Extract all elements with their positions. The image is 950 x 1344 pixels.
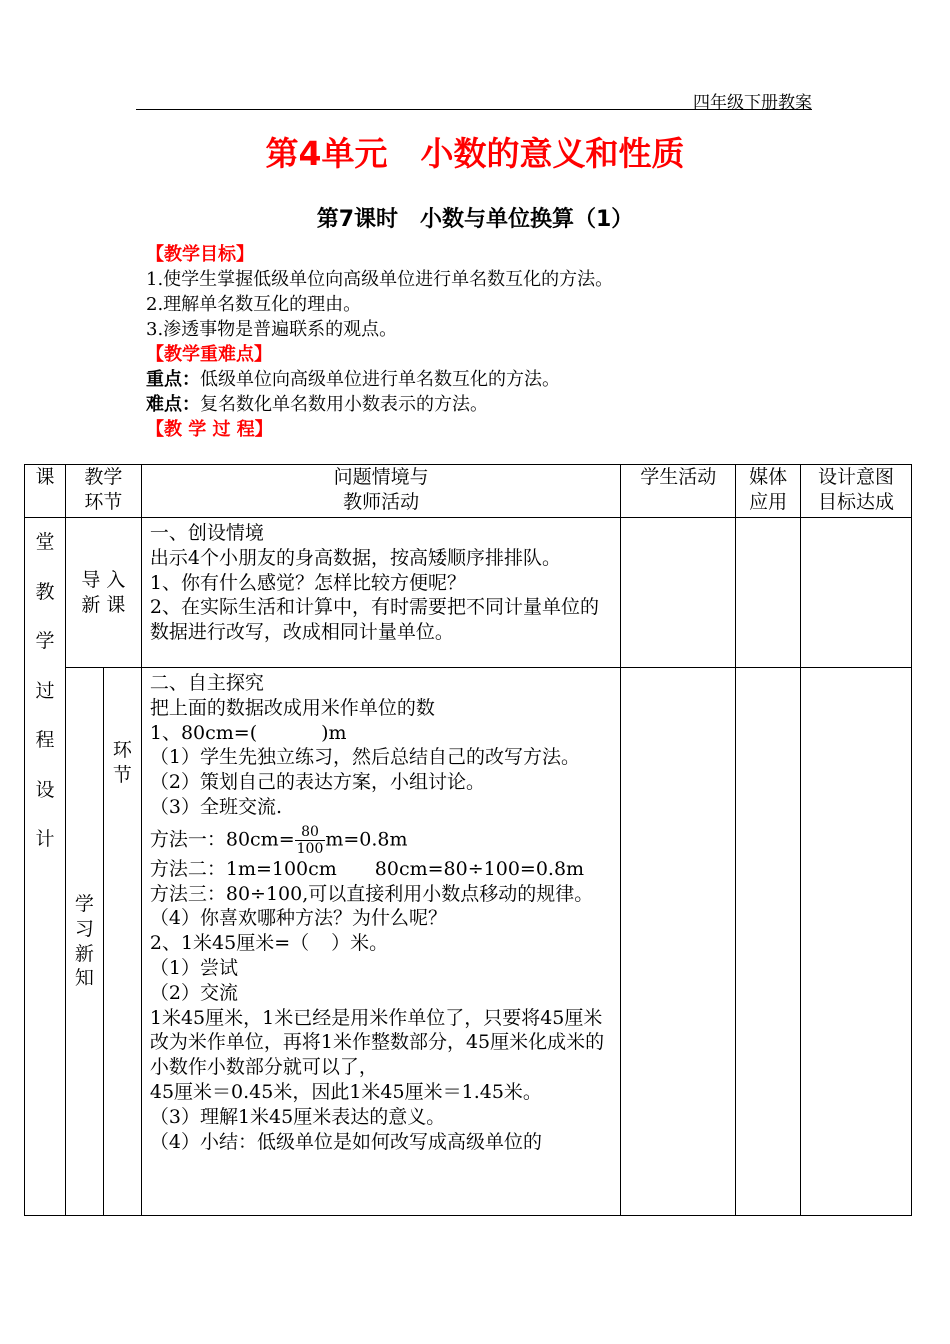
difficulty-text: 复名数化单名数用小数表示的方法。	[200, 394, 488, 415]
difficulty-label: 难点：	[146, 394, 200, 415]
design-intent-cell	[801, 518, 912, 668]
objective-item: 3.渗透事物是普遍联系的观点。	[146, 319, 398, 340]
lesson-intro	[146, 242, 846, 442]
stage-intro-cell: 导 入 新 课	[65, 518, 141, 668]
objectives-heading: 【教学目标】	[146, 244, 254, 265]
table-header-row	[25, 465, 912, 518]
table-row-intro	[25, 518, 912, 668]
header-media: 媒体 应用	[736, 465, 801, 518]
lesson-subtitle: 第7课时 小数与单位换算（1）	[316, 207, 634, 232]
media-cell	[736, 518, 801, 668]
design-intent-cell	[801, 668, 912, 1216]
unit-title: 第4单元 小数的意义和性质	[265, 134, 685, 173]
process-heading: 【教 学 过 程】	[146, 419, 273, 440]
header-design-intent: 设计意图 目标达成	[801, 465, 912, 518]
sub-stage-cell: 环 节	[103, 668, 141, 1216]
header-lesson: 课	[25, 465, 66, 518]
student-activity-cell	[621, 518, 736, 668]
table-row-new-knowledge	[25, 668, 912, 1216]
header-student-activity: 学生活动	[621, 465, 736, 518]
new-knowledge-content-cell: 二、自主探究 把上面的数据改成用米作单位的数 1、80cm=( )m （1）学生先独立练习，然后总结自己的改写方法。 （2）策划自己的表达方案，小组讨论。 （3）全班交流. 方法一：80cm= $\frac{80}{100}$ m=0.8m 方法二：1m=100cm 80cm=80÷100=0.8m 方法三：80÷100,可以直接利用小数点移动的规律。 （4）你喜欢哪种方法？为什么呢？ 2、1米45厘米=（ ）米。 （1）尝试 （2）交流 1米45厘米，1米已经是用米作单位了，只要将45厘米改为米作单位，再将1米作整数部分，45厘米化成米的小数作小数部分就可以了， 45厘米＝0.45米，因此1米45厘米＝1.45米。 （3）理解1米45厘米表达的意义。 （4）小结：低级单位是如何改写成高级单位的	[141, 668, 621, 1216]
header-teacher-activity: 问题情境与 教师活动	[141, 465, 621, 518]
fraction-80-100: $\frac{80}{100}$	[296, 823, 324, 857]
student-activity-cell	[621, 668, 736, 1216]
difficulty-line	[146, 392, 846, 417]
intro-content-cell: 一、创设情境 出示4个小朋友的身高数据，按高矮顺序排排队。 1、你有什么感觉？怎样比较方便呢？ 2、在实际生活和计算中，有时需要把不同计量单位的数据进行改写，改成相同计量单位。	[141, 518, 621, 668]
keypoints-heading: 【教学重难点】	[146, 344, 272, 365]
objective-item: 1.使学生掌握低级单位向高级单位进行单名数互化的方法。	[146, 269, 614, 290]
media-cell	[736, 668, 801, 1216]
grade-label: 四年级下册教案	[693, 93, 812, 113]
objective-item: 2.理解单名数互化的理由。	[146, 294, 362, 315]
stage-new-knowledge-cell: 学 习 新 知	[65, 668, 103, 1216]
focus-line	[146, 367, 846, 392]
vertical-label-cell: 堂 教 学 过 程 设 计	[25, 518, 66, 1216]
lesson-process-table	[24, 464, 912, 1216]
focus-text: 低级单位向高级单位进行单名数互化的方法。	[200, 369, 560, 390]
header-stage: 教学 环节	[65, 465, 141, 518]
header-rule	[136, 109, 812, 110]
focus-label: 重点：	[146, 369, 200, 390]
